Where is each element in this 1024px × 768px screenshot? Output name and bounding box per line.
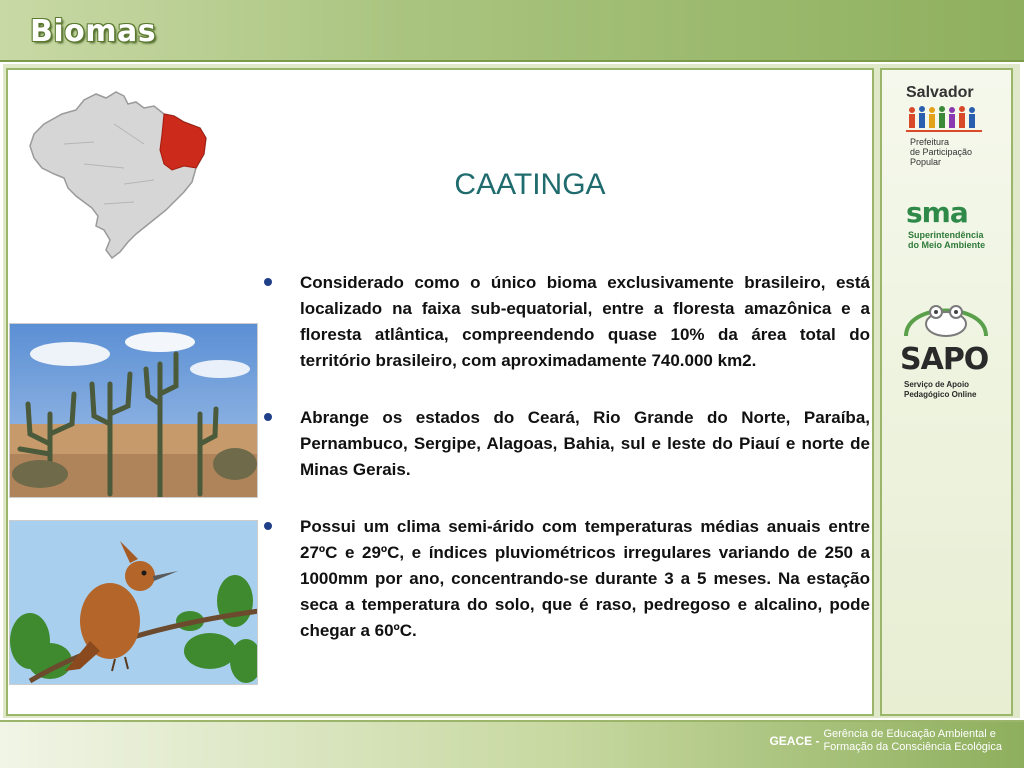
salvador-sub-line: Prefeitura bbox=[910, 137, 950, 147]
sapo-sub-line: Serviço de Apoio bbox=[904, 380, 970, 389]
footer-org: GEACE - bbox=[769, 734, 820, 748]
header-title: Biomas bbox=[30, 14, 157, 49]
bullet-item bbox=[262, 405, 870, 483]
bullet-item bbox=[262, 514, 870, 644]
footer-bar bbox=[0, 720, 1024, 768]
sma-logo bbox=[884, 196, 1010, 256]
sma-logo-subtitle bbox=[908, 230, 985, 250]
sapo-logo bbox=[884, 288, 1010, 400]
salvador-logo bbox=[884, 84, 1010, 166]
footer-credit bbox=[769, 728, 1002, 754]
sapo-logo-name: SAPO bbox=[900, 342, 989, 377]
bullet-text: Abrange os estados do Ceará, Rio Grande do Norte, Paraíba, Pernambuco, Sergipe, Alagoas, Bahia, sul e leste do Piauí e norte de Minas Gerais. bbox=[300, 408, 870, 479]
sapo-sub-line: Pedagógico Online bbox=[904, 390, 977, 399]
bullet-text: Possui um clima semi-árido com temperaturas médias anuais entre 27ºC e 29ºC, e índices pluviométricos irregulares variando de 250 a 1000mm por ano, concentrando-se durante 3 a 5 meses. Na estação seca a temperatura do solo, que é raso, pedregoso e alcalino, pode chegar a 60ºC. bbox=[300, 517, 870, 640]
header-bar bbox=[0, 0, 1024, 62]
salvador-sub-line: de Participação bbox=[910, 147, 973, 157]
sma-logo-name: sma bbox=[906, 196, 968, 229]
salvador-logo-subtitle bbox=[910, 137, 972, 167]
bullet-dot-icon bbox=[264, 413, 272, 421]
sma-sub-line: Superintendência bbox=[908, 230, 984, 240]
salvador-logo-name: Salvador bbox=[906, 84, 974, 101]
salvador-people-icon bbox=[906, 104, 982, 136]
sapo-logo-subtitle bbox=[904, 380, 976, 400]
caatinga-bird-photo bbox=[9, 520, 258, 685]
footer-description bbox=[823, 728, 1002, 754]
caatinga-region-highlight bbox=[160, 114, 206, 170]
bullet-item bbox=[262, 270, 870, 374]
bullet-dot-icon bbox=[264, 522, 272, 530]
bullet-list bbox=[262, 270, 870, 675]
slide-title: CAATINGA bbox=[454, 168, 606, 201]
brazil-map-outline bbox=[30, 92, 206, 258]
frog-icon bbox=[898, 288, 994, 348]
bullet-dot-icon bbox=[264, 278, 272, 286]
bullet-text: Considerado como o único bioma exclusivamente brasileiro, está localizado na faixa sub-equatorial, entre a floresta amazônica e a floresta atlântica, compreendendo quase 10% da área total do território brasileiro, com aproximadamente 740.000 km2. bbox=[300, 273, 870, 370]
sma-sub-line: do Meio Ambiente bbox=[908, 240, 986, 250]
brazil-map-image bbox=[24, 84, 214, 262]
footer-line: Gerência de Educação Ambiental e bbox=[823, 728, 996, 740]
caatinga-cactus-photo bbox=[9, 323, 258, 498]
salvador-sub-line: Popular bbox=[910, 157, 942, 167]
footer-line: Formação da Consciência Ecológica bbox=[823, 741, 1002, 753]
